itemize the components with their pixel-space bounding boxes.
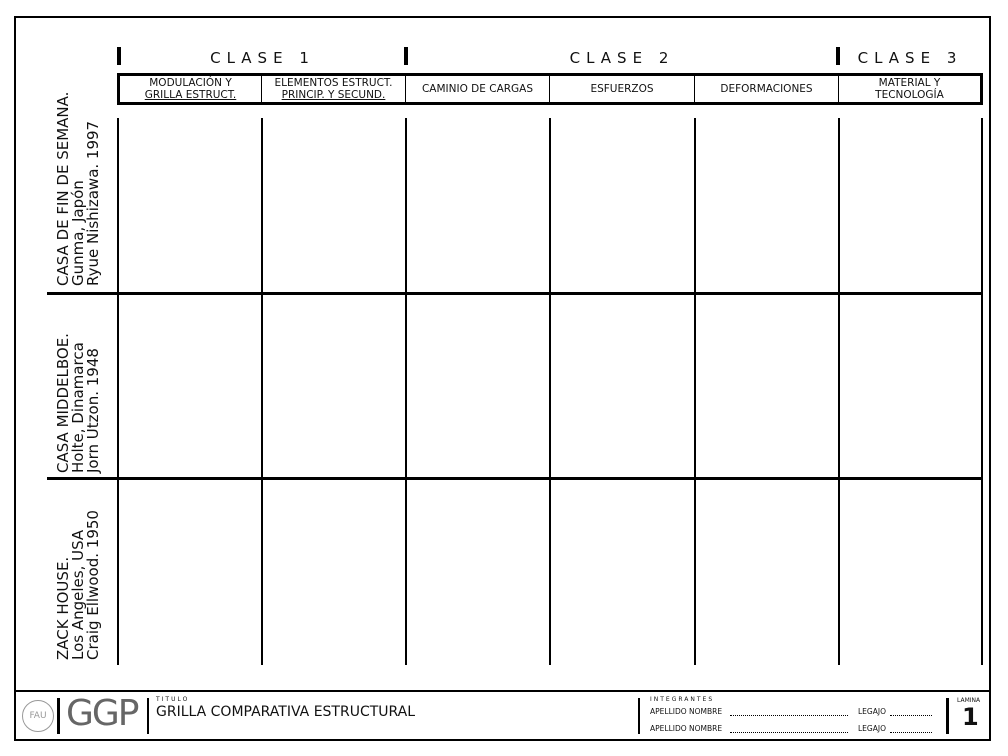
member-1-name-line	[730, 715, 848, 716]
row-separator-1	[47, 292, 983, 295]
grid-vline-2	[405, 118, 407, 665]
member-2-name-label: APELLIDO NOMBRE	[650, 724, 723, 733]
member-1-legajo-line	[890, 715, 932, 716]
university-seal-icon: FAU	[22, 700, 54, 732]
grid-vline-0	[117, 118, 119, 665]
row-label-zack-house: ZACK HOUSE. Los Angeles, USA Craig Ellwood. 1950	[54, 510, 102, 660]
column-header-deformaciones: DEFORMACIONES	[695, 76, 839, 102]
integrantes-caption: INTEGRANTES	[650, 696, 715, 703]
column-header-material: MATERIAL Y TECNOLOGÍA	[875, 77, 944, 101]
lamina-caption: LAMINA	[957, 697, 981, 704]
column-header-modulacion: MODULACIÓN Y GRILLA ESTRUCT.	[120, 76, 262, 102]
grid-vline-3	[549, 118, 551, 665]
grid-vline-5	[838, 118, 840, 665]
lamina-number: 1	[962, 703, 979, 731]
titulo-caption: TITULO	[156, 696, 190, 703]
lamina-divider	[946, 698, 949, 734]
grid-vline-1	[261, 118, 263, 665]
row-label-casa-fin-de-semana: CASA DE FIN DE SEMANA. Gunma, Japón Ryue Nishizawa. 1997	[54, 91, 102, 286]
member-2-legajo-label: LEGAJO	[858, 724, 886, 733]
column-header-elementos: ELEMENTOS ESTRUCT. PRINCIP. Y SECUND.	[262, 76, 406, 102]
member-2-legajo-line	[890, 732, 932, 733]
row-label-casa-middelboe: CASA MIDDELBOE. Holte, Dinamarca Jorn Utzon. 1948	[54, 333, 102, 473]
grid-vline-6	[981, 118, 983, 665]
row-separator-2	[47, 477, 983, 480]
column-header-caminio-de-cargas: CAMINIO DE CARGAS	[406, 76, 550, 102]
member-2-name-line	[730, 732, 848, 733]
grid-vline-4	[694, 118, 696, 665]
sheet-title: GRILLA COMPARATIVA ESTRUCTURAL	[156, 704, 416, 720]
member-1-legajo-label: LEGAJO	[858, 707, 886, 716]
title-block-top-line	[14, 690, 991, 692]
clase-2-header: CLASE 2	[569, 49, 675, 67]
member-1-name-label: APELLIDO NOMBRE	[650, 707, 723, 716]
clase-3-header: CLASE 3	[857, 49, 963, 67]
column-header-esfuerzos: ESFUERZOS	[550, 76, 695, 102]
integrantes-divider	[638, 698, 640, 734]
logo: GGP	[66, 693, 138, 734]
sheet-border	[14, 16, 991, 741]
title-divider	[147, 698, 149, 734]
logo-divider	[57, 698, 60, 734]
clase-1-header: CLASE 1	[210, 49, 315, 67]
